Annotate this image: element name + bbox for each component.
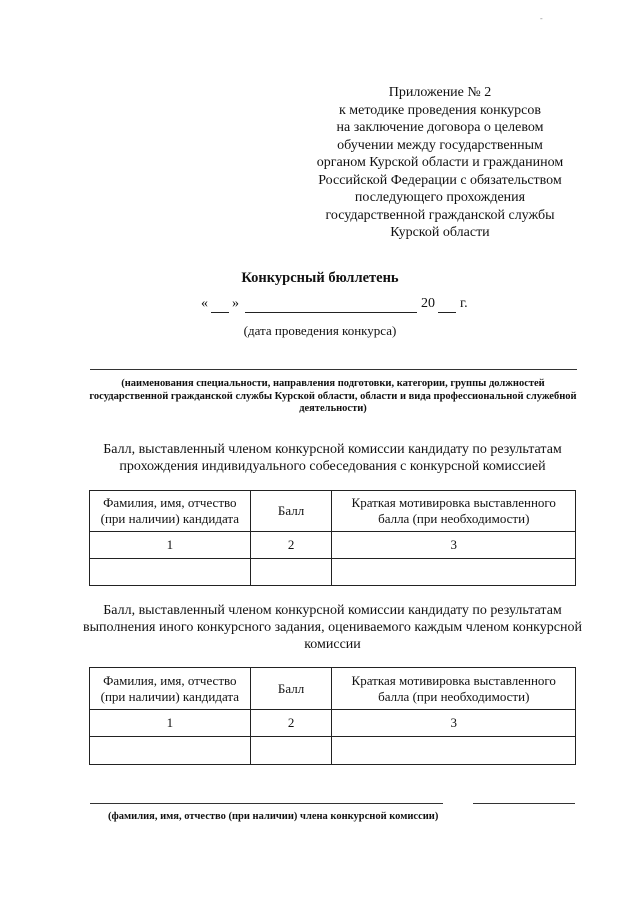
section2-heading: Балл, выставленный членом конкурсной комиссии кандидату по результатам выполнения иного конкурсного задания, оцениваемого каждым членом конкурсной комиссии — [83, 603, 582, 652]
section1-table — [89, 490, 576, 586]
table-blank-row — [90, 737, 576, 765]
appendix-line: Курской области — [390, 225, 490, 240]
header-candidate-name: Фамилия, имя, отчество (при наличии) кандидата — [90, 491, 251, 532]
document-title: Конкурсный бюллетень — [241, 270, 399, 286]
section2-table — [89, 667, 576, 765]
table-blank-row — [90, 559, 576, 586]
appendix-line: Российской Федерации с обязательством — [318, 172, 562, 188]
day-blank — [211, 312, 229, 313]
table-number-row — [90, 532, 576, 559]
blank-cell — [250, 737, 332, 765]
date-caption: (дата проведения конкурса) — [243, 323, 397, 338]
blank-cell — [332, 559, 576, 586]
appendix-line: к методике проведения конкурсов — [338, 102, 541, 118]
header-score: Балл — [250, 668, 332, 710]
specialty-note: (наименования специальности, направления подготовки, категории, группы должностей государственной гражданской службы Курской области, области и вида профессиональной служебной деятельности) — [89, 378, 577, 414]
blank-cell — [90, 559, 251, 586]
appendix-line: обучении между государственным — [337, 137, 543, 153]
header-candidate-name: Фамилия, имя, отчество (при наличии) кандидата — [90, 668, 251, 710]
date-close-quote: » — [232, 296, 239, 311]
appendix-line: государственной гражданской службы — [325, 207, 555, 223]
appendix-line: органом Курской области и гражданином — [316, 155, 564, 170]
section1-heading: Балл, выставленный членом конкурсной комиссии кандидату по результатам прохождения индивидуального собеседования с конкурсной комиссией — [103, 442, 562, 474]
member-name-caption: (фамилия, имя, отчество (при наличии) члена конкурсной комиссии) — [108, 811, 439, 822]
column-number: 2 — [250, 710, 332, 737]
header-score: Балл — [250, 491, 332, 532]
appendix-line: последующего прохождения — [354, 190, 526, 205]
column-number: 1 — [90, 710, 251, 737]
blank-cell — [90, 737, 251, 765]
column-number: 3 — [332, 710, 576, 737]
blank-cell — [250, 559, 332, 586]
header-motivation: Краткая мотивировка выставленного балла (при необходимости) — [332, 668, 576, 710]
table-header-row — [90, 491, 576, 532]
corner-mark: - — [540, 14, 543, 23]
member-name-line — [90, 803, 443, 804]
table-header-row — [90, 668, 576, 710]
date-open-quote: « — [201, 296, 208, 311]
specialty-blank-line — [90, 369, 577, 370]
appendix-line: на заключение договора о целевом — [336, 120, 544, 135]
table-number-row — [90, 710, 576, 737]
appendix-line: Приложение № 2 — [388, 85, 492, 100]
column-number: 2 — [250, 532, 332, 559]
appendix-header — [290, 84, 590, 242]
date-year-prefix: 20 — [421, 296, 435, 311]
date-year-suffix: г. — [460, 296, 468, 311]
blank-cell — [332, 737, 576, 765]
month-blank — [245, 312, 417, 313]
year-blank — [438, 312, 456, 313]
signature-line — [473, 803, 575, 804]
column-number: 1 — [90, 532, 251, 559]
header-motivation: Краткая мотивировка выставленного балла (при необходимости) — [332, 491, 576, 532]
column-number: 3 — [332, 532, 576, 559]
